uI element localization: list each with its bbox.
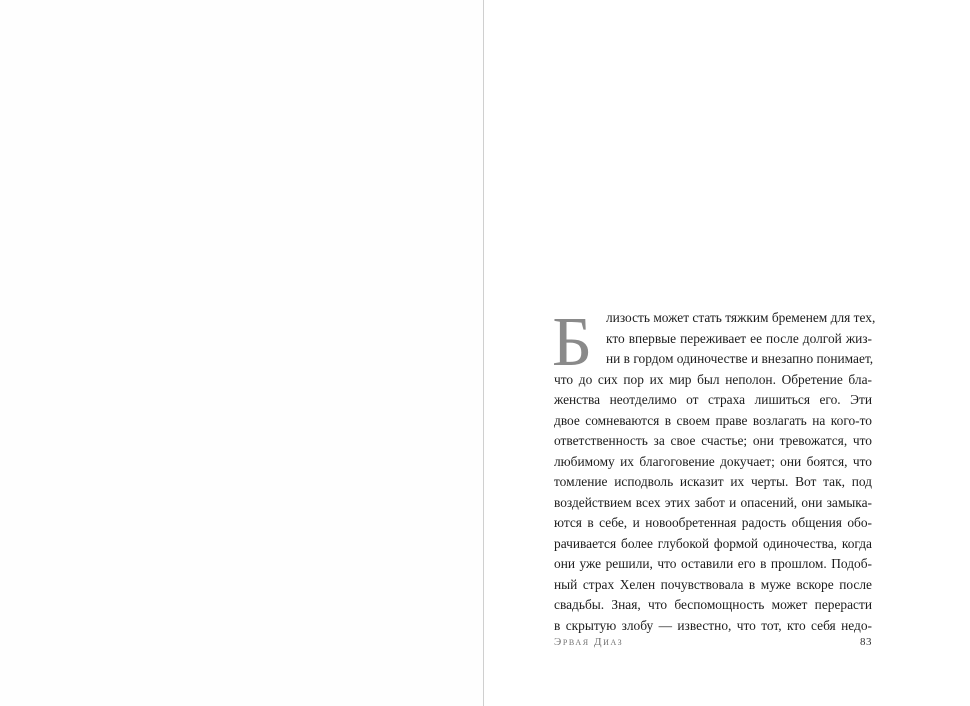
left-page-blank [0, 0, 483, 706]
drop-cap: Б [552, 304, 593, 381]
text-line: ются в себе, и новообретенная радость общения обо- [554, 515, 872, 530]
text-line: лизость может стать тяжким бременем для тех, [606, 310, 876, 325]
text-line: рачивается более глубокой формой одиночества, когда [554, 535, 872, 551]
text-line: кто впервые переживает ее после долгой жиз- [606, 330, 872, 346]
text-line: женства неотделимо от страха лишиться его. Эти [554, 392, 872, 407]
page-footer [554, 636, 872, 656]
text-line: томление исподволь исказит их черты. Вот так, под [554, 474, 872, 489]
text-line: свадьбы. Зная, что беспомощность может перерасти [554, 597, 872, 612]
text-line: ни в гордом одиночестве и внезапно понимает, [606, 351, 874, 366]
running-head-author: Эрвая Диаз [554, 636, 624, 648]
text-line: ответственность за свое счастье; они тревожатся, что [554, 433, 872, 448]
page-number: 83 [860, 636, 872, 648]
text-line: что до сих пор их мир был неполон. Обретение бла- [554, 371, 872, 387]
text-line: любимому их благоговение докучает; они боятся, что [554, 453, 872, 469]
text-line: двое сомневаются в своем праве возлагать на кого-то [554, 412, 872, 428]
right-page [484, 0, 970, 706]
text-line: воздействием всех этих забот и опасений, они замыка- [554, 494, 872, 510]
body-text [552, 304, 876, 636]
text-line: ный страх Хелен почувствовала в муже вскоре после [554, 576, 872, 592]
text-line: они уже решили, что оставили его в прошлом. Подоб- [554, 556, 872, 571]
text-line: в скрытую злобу — известно, что тот, кто себя недо- [554, 617, 872, 633]
